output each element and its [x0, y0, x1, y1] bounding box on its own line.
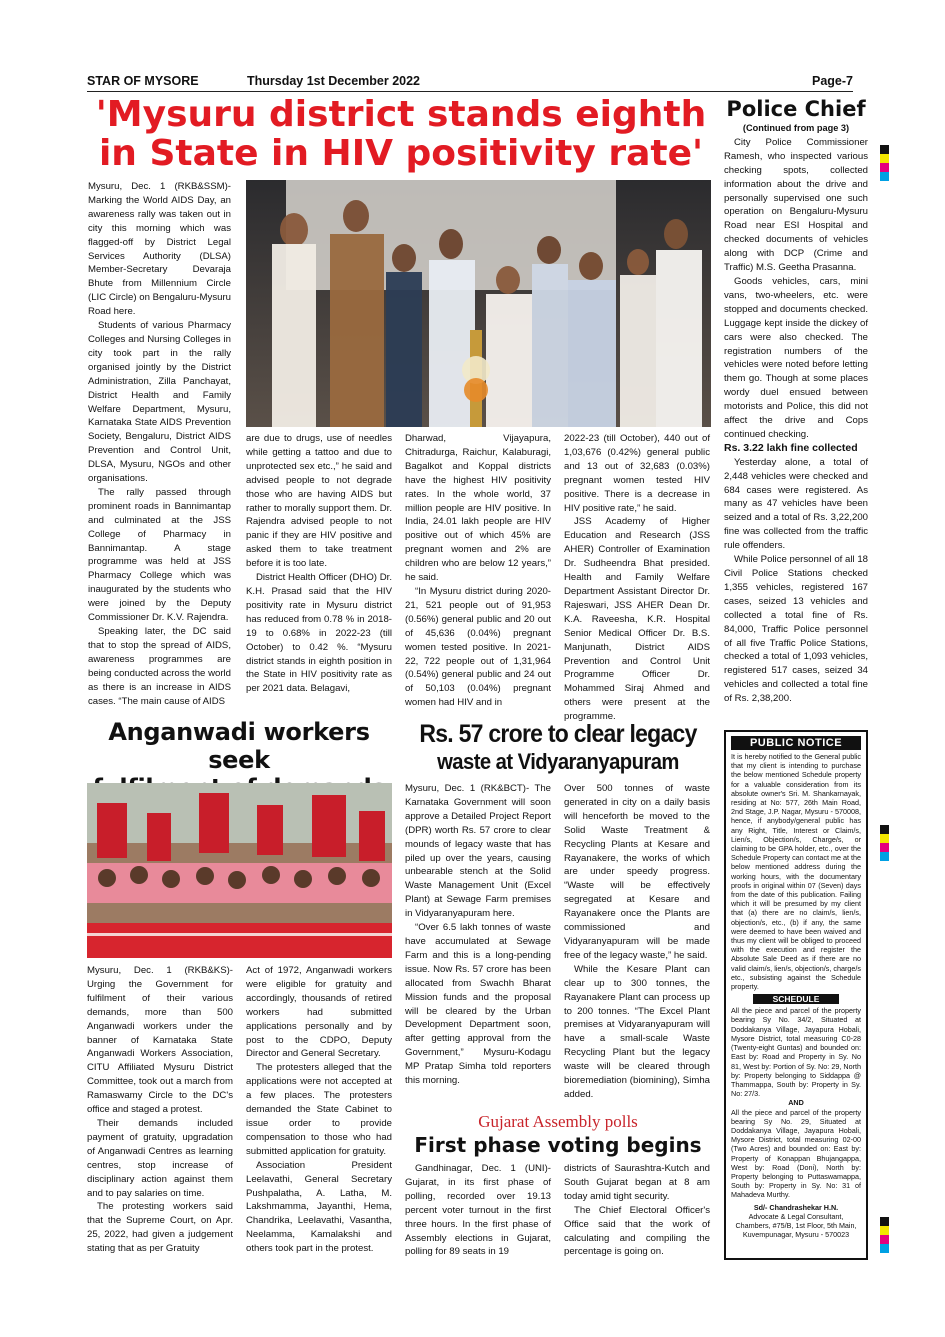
anganwadi-headline: Anganwadi workers seek	[108, 718, 370, 774]
page-number: Page-7	[812, 74, 853, 88]
hiv-headline: 'Mysuru district stands eighth in State in HIV positivity rate'	[95, 94, 707, 174]
color-registration-marks	[880, 145, 889, 181]
hiv-article-col2: are due to drugs, use of needles while getting a tattoo and due to unprotected sex etc.,” he said and advised people to not degrade those who are having AIDS but rather to morally support them. Dr. Rajendra advised people to not panic if they are HIV positive and asked them to take treatment before it is too late. District Health Officer (DHO) Dr. K.H. Prasad said that the HIV positivity rate in Mysuru district has reduced from 0.78 % in 2018-19 to 0.68% in 2022-23 (till October) to 0.42 %. “Mysuru district stands in eighth position in the State in HIV positivity rate as per 2021 data. Belagavi,	[246, 433, 392, 695]
notice-signature-block: Sd/- Chandrashekar H.N. Advocate & Legal Consultant, Chambers, #75/B, 1st Floor, 5th Main, Kuvempunagar, Mysuru - 570023	[735, 1202, 857, 1240]
legacy-headline: Rs. 57 crore to clear legacy waste at Vidyaranyapuram	[419, 720, 697, 774]
public-notice	[724, 730, 868, 1260]
gujarat-headline: First phase voting begins	[414, 1133, 702, 1157]
police-headline: Police Chief	[726, 97, 866, 121]
hiv-article-col1: Mysuru, Dec. 1 (RKB&SSM)- Marking the World AIDS Day, an awareness rally was taken out in city this morning which was flagged-off by District Legal Services Authority (DLSA) Member-Secretary Devaraja Bhute from Millennium Circle (LIC Circle) on Bengaluru-Mysuru Road here. Students of various Pharmacy Colleges and Nursing Colleges in city took part in the rally organised jointly by the District Administration, Zilla Panchayat, District Health and Family Welfare Department, Mysuru, Karnataka State AIDS Prevention Society, Bengaluru, District AIDS Prevention and Control Unit, DLSA, Mysuru, NGOs and other organisations. The rally passed through prominent roads in Bannimantap and culminated at the JSS College of Pharmacy in Bannimantap. A stage programme was held at JSS Pharmacy College which was inaugurated by the students who were joined by the Deputy Commissioner Dr. K.V. Rajendra. Speaking later, the DC said that to stop the spread of AIDS, awareness programmes are being conducted across the world as there is an increase in AIDS cases. “The main cause of AIDS	[88, 181, 231, 707]
anganwadi-article-col1: Mysuru, Dec. 1 (RKB&KS)- Urging the Government for fulfilment of their various demands, more than 500 Anganwadi workers under the banner of Karnataka State Anganwadi Workers Association, CITU Affiliated Mysuru District Committee, took out a march from Ramaswamy Circle to the DC's office and staged a protest. Their demands included payment of gratuity, upgradation of Anganwadi Centres as learning centres, stop increase of disciplinary action against them and to pay salaries on time. The protesting workers said that the Supreme Court, on Apr. 25, 2022, had given a judgement stating that as per Gratuity	[87, 965, 233, 1255]
schedule-item-2: All the piece and parcel of the property bearing Sy No. 29, Situated at Doddakanya Village, Jayapura Hobali, Mysore District, total measuring 02-00 (Two Acres) and bounded on: East by: Property of Konappan Bhujangappa, West by: Road (Doni), North by: Property belonging to Puttaswamappa, South by: Property in Sy. No: 31 of Mahadeva Murthy.	[731, 1107, 861, 1200]
gujarat-kicker: Gujarat Assembly polls	[478, 1112, 638, 1131]
color-registration-marks	[880, 1217, 889, 1253]
hiv-event-photo	[246, 180, 711, 427]
legacy-article-col1: Mysuru, Dec. 1 (RK&BCT)- The Karnataka Government will soon approve a Detailed Project Report (DPR) worth Rs. 57 crore to clear mounds of legacy waste that has piled up over the years, causing unbearable stench at the Solid Waste Management Unit (Excel Plant) at Sewage Farm premises in Vidyaranyapuram here. “Over 6.5 lakh tonnes of waste have accumulated at Sewage Farm and this is a long-pending issue. Now Rs. 57 crore has been allocated from Swachh Bharat Mission funds and the proposal will be cleared by the Urban Development Department soon, after getting approval from the Government,” Mysuru-Kodagu MP Pratap Simha told reporters this morning.	[405, 783, 551, 1087]
paper-name: STAR OF MYSORE	[87, 74, 199, 88]
legacy-article-col2: Over 500 tonnes of waste generated in city on a daily basis will henceforth be moved to the Solid Waste Treatment & Recycling Plants at Kesare and Rayanakere, the works of which are under speedy progress. “Waste will be effectively segregated at Kesare and Rayanakere once the Plants are commissioned and Vidyaranyapuram will be made free of the legacy waste,” he said. While the Kesare Plant can clear up to 300 tonnes, the Rayanakere Plant can process up to 200 tonnes. “The Excel Plant premises at Vidyaranyapuram will have a small-scale Waste Recycling Plant but the legacy waste will be cleared through bioremediation (biomining), Simha added.	[564, 783, 710, 1100]
page-header	[87, 72, 853, 92]
hiv-article-col3: Dharwad, Vijayapura, Chitradurga, Raichur, Kalaburagi, Bagalkot and Koppal districts have the highest HIV positivity rates. In the whole world, 37 million people are HIV positive. In India, 24.01 lakh people are HIV positive out of which 45% are pregnant women and 2% are children who are below 12 years,” he said. “In Mysuru district during 2020-21, 521 people out of 91,953 (0.56%) general public and 20 out of 45,636 (0.04%) pregnant women tested positive. In 2021-22, 722 people out of 1,31,964 (0.54%) general public and 24 out of 50,103 (0.04%) pregnant women had HIV and in	[405, 433, 551, 709]
notice-title: PUBLIC NOTICE	[731, 736, 861, 750]
issue-date: Thursday 1st December 2022	[247, 74, 421, 88]
color-registration-marks	[880, 825, 889, 861]
schedule-item-1: All the piece and parcel of the property bearing Sy No. 34/2, Situated at Doddakanya Village, Jayapura Hobali, Mysore District, total measuring C0-28 (Twenty-eight Guntas) and bounded on: East by: Road and Property in Sy. No 81, West by: Portion of Sy. No: 29, North by: Property belonging to Siddappa @ Thammappa, South by: Property in Sy. No: 27/3.	[731, 1006, 861, 1099]
schedule-title: SCHEDULE	[753, 994, 839, 1004]
police-article: (Continued from page 3) City Police Commissioner Ramesh, who inspected various checking spots, collected information about the drive and personally supervised one such operation on Bengaluru-Mysuru Road near ESI Hospital and checked documents of vehicles along with DCP (Crime and Traffic) M.S. Geetha Prasanna. Goods vehicles, cars, mini vans, two-wheelers, etc. were stopped and documents checked. Luggage kept inside the dickey of cars were also checked. The registration numbers of the vehicles were noted before letting them go. Though at some places wordy duel ensued between motorists and Police, this did not affect the drive and Cops continued checking. Rs. 3.22 lakh fine collected Yesterday alone, a total of 2,448 vehicles were checked and 684 cases were registered. As many as 47 vehicles have been seized and a total of Rs. 3,22,200 fine was collected from the traffic rule offenders. While Police personnel of all 18 Civil Police Stations checked 1,355 vehicles, registered 167 cases, seized 13 vehicles and collected a total fine of Rs. 84,000, Traffic Police personnel of all five Traffic Police Stations, checked a total of 1,093 vehicles, registered 517 cases, seized 34 vehicles and collected a total fine of Rs. 2,38,200.	[724, 123, 868, 705]
hiv-article-col4: 2022-23 (till October), 440 out of 1,03,676 (0.42%) general public and 13 out of 32,683 (0.03%) pregnant women tested HIV positive. There is a decrease in HIV positive rate,” he said. JSS Academy of Higher Education and Research (JSS AHER) Controller of Examination Dr. Sudheendra Bhat presided. Health and Family Welfare Department Assistant Director Dr. Rajeswari, JSS AHER Dean Dr. K.A. Raveesha, K.R. Hospital Senior Medical Officer Dr. B.S. Manjunath, District AIDS Prevention and Control Unit Programme Officer Dr. Mohammed Siraj Ahmed and others were present at the programme.	[564, 433, 710, 723]
gujarat-article-col1: Gandhinagar, Dec. 1 (UNI)- Gujarat, in its first phase of polling, recorded over 19.13 percent voter turnout in the first three hours. In the first phase of Assembly elections in Gujarat, polling for 89 seats in 19	[405, 1163, 551, 1258]
gujarat-article-col2: districts of Saurashtra-Kutch and South Gujarat began at 8 am today amid tight security. The Chief Electoral Officer's Office said that the work of calculating and compiling the percentage is going on.	[564, 1163, 710, 1258]
notice-body: It is hereby notified to the General public that my client is intending to purchase the below mentioned Schedule property for a valuable consideration from its absolute owner's Sri. M. Shankarnayak, residing at No: 577, 26th Main Road, 2nd Stage, J.P. Nagar, Mysuru - 570008, hence, if anybody/general public has any Right, Title, Interest or Claim/s, Lien/s, Objection/s, Charge/s, or claiming to be GPA holder, etc., over the Schedule Property can contact me at the below mentioned address during the working hours, with the documentary proofs in original within 07 (Seven) days from the date of this publication. Failing which it will be presumed by my client that (a) there are no claim/s, lien/s, objection/s, etc., (b) if any, the same were deemed to have been waived and thus my client will be obliged to proceed with the execution and register the Absolute Sale Deed as if there are no valid claim/s, lien/s, objection/s, charge/s etc., subsisting against the Schedule property.	[731, 752, 861, 992]
anganwadi-protest-photo	[87, 783, 392, 958]
schedule-and: AND	[788, 1098, 804, 1108]
anganwadi-article-col2: Act of 1972, Anganwadi workers were eligible for gratuity and accordingly, thousands of retired workers had submitted applications personally and by post to the CDPO, Deputy Director and General Secretary. The protesters alleged that the applications were not accepted at a few places. The protesters demanded the State Cabinet to issue order to provide compensation to those who had submitted application for gratuity. Association President Leelavathi, General Secretary Pushpalatha, A. Latha, M. Lakshmamma, Jayanthi, Hema, Chandrika, Leelavathi, Vasantha, Neelamma, Kamalakshi and others took part in the protest.	[246, 965, 392, 1255]
